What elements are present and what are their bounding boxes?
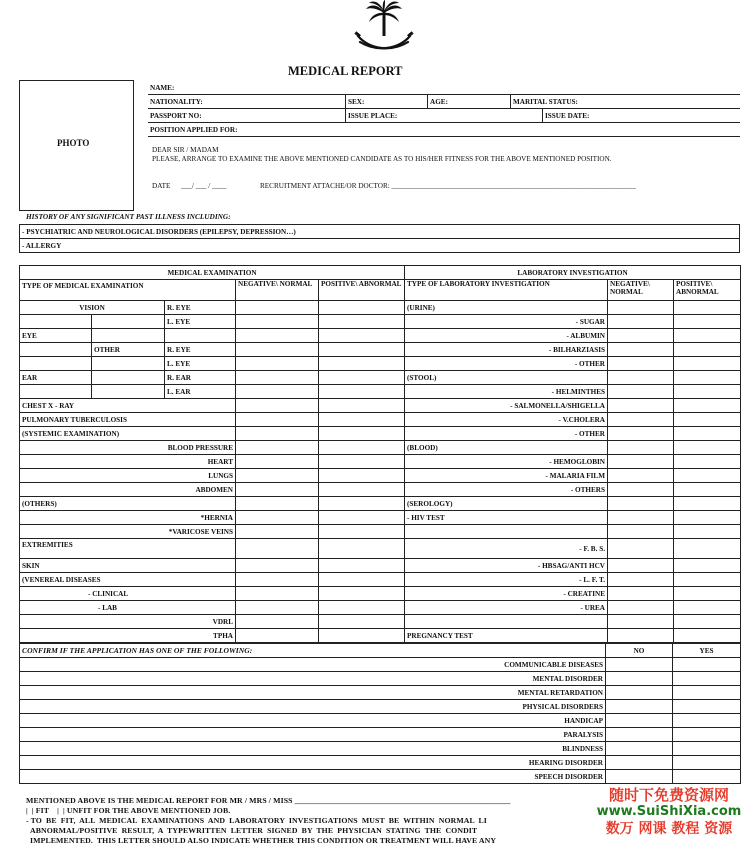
cell[interactable] bbox=[674, 399, 741, 413]
r-ear-label: R. EAR bbox=[165, 371, 236, 385]
history-table bbox=[19, 224, 740, 253]
cell[interactable] bbox=[319, 525, 405, 539]
cell[interactable] bbox=[608, 455, 674, 469]
cell[interactable] bbox=[319, 469, 405, 483]
vision-label: VISION bbox=[20, 301, 165, 315]
extremities-label: EXTREMITIES bbox=[20, 539, 236, 559]
cell[interactable] bbox=[606, 770, 673, 784]
issue-date-field[interactable]: ISSUE DATE: bbox=[543, 109, 741, 123]
cell[interactable] bbox=[608, 587, 674, 601]
personal-info-table bbox=[148, 81, 740, 109]
med-col-pos bbox=[319, 280, 405, 301]
cell[interactable] bbox=[319, 329, 405, 343]
cell[interactable] bbox=[236, 573, 319, 587]
confirm-item: MENTAL RETARDATION bbox=[20, 686, 606, 700]
cell[interactable] bbox=[674, 559, 741, 573]
cell[interactable] bbox=[608, 357, 674, 371]
cell[interactable] bbox=[606, 658, 673, 672]
cell[interactable] bbox=[674, 497, 741, 511]
history-title: HISTORY OF ANY SIGNIFICANT PAST ILLNESS INCLUDING: bbox=[26, 212, 231, 221]
cell[interactable] bbox=[236, 315, 319, 329]
l-eye-label: L. EYE bbox=[165, 315, 236, 329]
confirm-item: HANDICAP bbox=[20, 714, 606, 728]
blood-pressure-label: BLOOD PRESSURE bbox=[20, 441, 236, 455]
cell[interactable] bbox=[674, 511, 741, 525]
cell[interactable] bbox=[673, 770, 741, 784]
hiv-label: - HIV TEST bbox=[405, 511, 608, 525]
cell[interactable] bbox=[674, 441, 741, 455]
cell[interactable] bbox=[674, 413, 741, 427]
cell[interactable] bbox=[319, 483, 405, 497]
marital-status-field[interactable]: MARITAL STATUS: bbox=[511, 95, 741, 109]
nationality-field[interactable]: NATIONALITY: bbox=[148, 95, 346, 109]
cell[interactable] bbox=[674, 385, 741, 399]
cell[interactable] bbox=[236, 385, 319, 399]
hemoglobin-label: - HEMOGLOBIN bbox=[405, 455, 608, 469]
cell[interactable] bbox=[319, 573, 405, 587]
cell[interactable] bbox=[236, 399, 319, 413]
cell[interactable] bbox=[606, 756, 673, 770]
watermark-line-2: www.SuiShiXia.com bbox=[596, 804, 742, 819]
cell[interactable] bbox=[674, 601, 741, 615]
cell[interactable] bbox=[608, 615, 674, 629]
footer-line-4: ABNORMAL/POSITIVE RESULT, A TYPEWRITTEN LETTER SIGNED BY THE PHYSICIAN STATING THE CONDIT bbox=[30, 826, 478, 835]
fbs-label: - F. B. S. bbox=[405, 539, 608, 559]
lab-text: - LAB bbox=[98, 603, 117, 612]
helminthes-label: - HELMINTHES bbox=[405, 385, 608, 399]
cell bbox=[20, 315, 92, 329]
medical-examination-table bbox=[19, 265, 405, 643]
cell[interactable] bbox=[236, 343, 319, 357]
confirm-title: CONFIRM IF THE APPLICATION HAS ONE OF THE FOLLOWING: bbox=[20, 644, 606, 658]
cell[interactable] bbox=[608, 539, 674, 559]
confirm-item: HEARING DISORDER bbox=[20, 756, 606, 770]
cell[interactable] bbox=[608, 629, 674, 643]
systemic-label: (SYSTEMIC EXAMINATION) bbox=[20, 427, 236, 441]
passport-field[interactable]: PASSPORT NO: bbox=[148, 109, 346, 123]
cell[interactable] bbox=[319, 559, 405, 573]
photo-label: PHOTO bbox=[57, 138, 90, 148]
cell[interactable] bbox=[673, 728, 741, 742]
cell[interactable] bbox=[236, 629, 319, 643]
cell[interactable] bbox=[319, 587, 405, 601]
med-col-type: TYPE OF MEDICAL EXAMINATION bbox=[20, 280, 236, 301]
confirm-item: SPEECH DISORDER bbox=[20, 770, 606, 784]
lab-col-type-label: TYPE OF LABORATORY INVESTIGATION bbox=[407, 280, 550, 288]
saudi-emblem-icon bbox=[352, 0, 416, 60]
cell[interactable] bbox=[608, 573, 674, 587]
cell[interactable] bbox=[236, 329, 319, 343]
cell[interactable] bbox=[674, 483, 741, 497]
cell[interactable] bbox=[236, 559, 319, 573]
lab-section-title: LABORATORY INVESTIGATION bbox=[405, 266, 741, 280]
med-col-neg bbox=[236, 280, 319, 301]
cell[interactable] bbox=[674, 587, 741, 601]
cell bbox=[20, 343, 92, 357]
cell[interactable] bbox=[319, 413, 405, 427]
cell[interactable] bbox=[236, 469, 319, 483]
cell bbox=[20, 357, 92, 371]
cell[interactable] bbox=[608, 427, 674, 441]
cell[interactable] bbox=[608, 385, 674, 399]
cell[interactable] bbox=[319, 385, 405, 399]
other-urine-label: - OTHER bbox=[405, 357, 608, 371]
letter-salutation: DEAR SIR / MADAM bbox=[152, 146, 219, 154]
watermark bbox=[588, 786, 750, 846]
cell[interactable] bbox=[319, 441, 405, 455]
cell[interactable] bbox=[236, 587, 319, 601]
cell[interactable] bbox=[608, 441, 674, 455]
bilharziasis-label: - BILHARZIASIS bbox=[405, 343, 608, 357]
sex-field[interactable]: SEX: bbox=[346, 95, 428, 109]
cell[interactable] bbox=[319, 343, 405, 357]
cell[interactable] bbox=[674, 615, 741, 629]
cell[interactable] bbox=[674, 343, 741, 357]
cell[interactable] bbox=[319, 511, 405, 525]
vdrl-label: VDRL bbox=[20, 615, 236, 629]
lab-col-neg-label: NEGATIVE\ NORMAL bbox=[610, 280, 650, 296]
skin-label: SKIN bbox=[20, 559, 236, 573]
cell[interactable] bbox=[319, 357, 405, 371]
eye-label: EYE bbox=[20, 329, 92, 343]
confirm-item: BLINDNESS bbox=[20, 742, 606, 756]
cell[interactable] bbox=[674, 629, 741, 643]
lab-col-pos-label: POSITIVE\ ABNORMAL bbox=[676, 280, 719, 296]
passport-row bbox=[148, 108, 740, 137]
cell[interactable] bbox=[236, 371, 319, 385]
hernia-label: *HERNIA bbox=[20, 511, 236, 525]
watermark-line-1: 随时下免费资源网 bbox=[608, 786, 729, 804]
history-psychiatric[interactable]: - PSYCHIATRIC AND NEUROLOGICAL DISORDERS (EPILEPSY, DEPRESSION…) bbox=[20, 225, 740, 239]
cell[interactable] bbox=[674, 357, 741, 371]
cell bbox=[92, 329, 165, 343]
cell[interactable] bbox=[319, 497, 405, 511]
lungs-label: LUNGS bbox=[20, 469, 236, 483]
watermark-line-3: 数万 网课 教程 资源 bbox=[605, 821, 733, 837]
cell[interactable] bbox=[236, 301, 319, 315]
cell[interactable] bbox=[236, 441, 319, 455]
cell[interactable] bbox=[236, 497, 319, 511]
position-field[interactable]: POSITION APPLIED FOR: bbox=[148, 123, 740, 137]
cell bbox=[92, 385, 165, 399]
cell[interactable] bbox=[236, 615, 319, 629]
cell bbox=[92, 371, 165, 385]
urea-label: - UREA bbox=[405, 601, 608, 615]
letter-attache[interactable]: RECRUITMENT ATTACHE/OR DOCTOR: ____________________________________________________________________ bbox=[260, 182, 636, 190]
stool-label: (STOOL) bbox=[405, 371, 608, 385]
cell[interactable] bbox=[236, 601, 319, 615]
other-label: OTHER bbox=[92, 343, 165, 357]
cell[interactable] bbox=[606, 686, 673, 700]
page-title: MEDICAL REPORT bbox=[288, 64, 403, 78]
history-allergy[interactable]: - ALLERGY bbox=[20, 239, 740, 253]
malaria-label: - MALARIA FILM bbox=[405, 469, 608, 483]
footer-line-3: - TO BE FIT, ALL MEDICAL EXAMINATIONS AND LABORATORY INVESTIGATIONS MUST BE WITHIN NORMAL LI bbox=[26, 816, 487, 825]
cell[interactable] bbox=[608, 525, 674, 539]
lab-col-neg bbox=[608, 280, 674, 301]
cell[interactable] bbox=[674, 469, 741, 483]
cell[interactable] bbox=[674, 525, 741, 539]
cell[interactable] bbox=[674, 427, 741, 441]
cell[interactable] bbox=[673, 700, 741, 714]
hbsag-label: - HBSAG/ANTI HCV bbox=[405, 559, 608, 573]
cell[interactable] bbox=[674, 329, 741, 343]
cell[interactable] bbox=[608, 483, 674, 497]
cell[interactable] bbox=[608, 315, 674, 329]
clinical-text: - CLINICAL bbox=[88, 589, 129, 598]
cell bbox=[92, 315, 165, 329]
cell bbox=[165, 329, 236, 343]
cell[interactable] bbox=[236, 357, 319, 371]
cell[interactable] bbox=[319, 539, 405, 559]
pregnancy-label: PREGNANCY TEST bbox=[405, 629, 608, 643]
cell[interactable] bbox=[319, 455, 405, 469]
cell[interactable] bbox=[236, 511, 319, 525]
confirm-no-header: NO bbox=[606, 644, 673, 658]
tuberculosis-label: PULMONARY TUBERCULOSIS bbox=[20, 413, 236, 427]
cell[interactable] bbox=[608, 329, 674, 343]
cell[interactable] bbox=[608, 497, 674, 511]
cell[interactable] bbox=[319, 399, 405, 413]
cell[interactable] bbox=[673, 756, 741, 770]
lab-col-type bbox=[405, 280, 608, 301]
albumin-label: - ALBUMIN bbox=[405, 329, 608, 343]
cell[interactable] bbox=[673, 742, 741, 756]
cell bbox=[405, 525, 608, 539]
name-field[interactable]: NAME: bbox=[148, 81, 740, 95]
med-section-title: MEDICAL EXAMINATION bbox=[20, 266, 405, 280]
cell[interactable] bbox=[236, 413, 319, 427]
cell[interactable] bbox=[674, 315, 741, 329]
serology-label: (SEROLOGY) bbox=[405, 497, 608, 511]
cell[interactable] bbox=[236, 455, 319, 469]
sugar-label: - SUGAR bbox=[405, 315, 608, 329]
l-ear-label: L. EAR bbox=[165, 385, 236, 399]
cholera-label: - V.CHOLERA bbox=[405, 413, 608, 427]
others-label: (OTHERS) bbox=[20, 497, 236, 511]
cell[interactable] bbox=[319, 315, 405, 329]
lft-label: - L. F. T. bbox=[405, 573, 608, 587]
tpha-label: TPHA bbox=[20, 629, 236, 643]
med-col-pos-label: POSITIVE\ ABNORMAL bbox=[321, 280, 402, 288]
ear-label: EAR bbox=[20, 371, 92, 385]
chest-xray-label: CHEST X - RAY bbox=[20, 399, 236, 413]
others-blood-label: - OTHERS bbox=[405, 483, 608, 497]
laboratory-investigation-table bbox=[404, 265, 741, 643]
r-eye-label: R. EYE bbox=[165, 343, 236, 357]
cell[interactable] bbox=[673, 672, 741, 686]
cell[interactable] bbox=[674, 455, 741, 469]
cell[interactable] bbox=[608, 343, 674, 357]
footer-line-5: IMPLEMENTED. THIS LETTER SHOULD ALSO INDICATE WHETHER THIS CONDITION OR TREATMENT WILL HAVE ANY bbox=[30, 836, 497, 845]
cell[interactable] bbox=[608, 413, 674, 427]
cell[interactable] bbox=[674, 371, 741, 385]
cell[interactable] bbox=[608, 469, 674, 483]
cell[interactable] bbox=[674, 539, 741, 559]
cell[interactable] bbox=[236, 427, 319, 441]
abdomen-label: ABDOMEN bbox=[20, 483, 236, 497]
r-eye-label: R. EYE bbox=[165, 301, 236, 315]
cell[interactable] bbox=[236, 483, 319, 497]
cell[interactable] bbox=[608, 301, 674, 315]
cell[interactable] bbox=[608, 511, 674, 525]
cell[interactable] bbox=[608, 559, 674, 573]
cell[interactable] bbox=[606, 700, 673, 714]
cell[interactable] bbox=[673, 658, 741, 672]
confirm-yes-header: YES bbox=[673, 644, 741, 658]
med-col-neg-label: NEGATIVE\ NORMAL bbox=[238, 280, 313, 288]
cell[interactable] bbox=[674, 573, 741, 587]
confirm-item: PHYSICAL DISORDERS bbox=[20, 700, 606, 714]
confirm-item: COMMUNICABLE DISEASES bbox=[20, 658, 606, 672]
blood-label: (BLOOD) bbox=[405, 441, 608, 455]
cell[interactable] bbox=[608, 371, 674, 385]
letter-date[interactable]: DATE ___/ ___ / ____ bbox=[152, 182, 227, 190]
cell[interactable] bbox=[319, 615, 405, 629]
footer-line-1: MENTIONED ABOVE IS THE MEDICAL REPORT FOR MR / MRS / MISS ______________________________________________________ bbox=[26, 796, 511, 805]
lab-label bbox=[20, 601, 236, 615]
other-stool-label: - OTHER bbox=[405, 427, 608, 441]
urine-label: (URINE) bbox=[405, 301, 608, 315]
cell[interactable] bbox=[319, 629, 405, 643]
clinical-label bbox=[20, 587, 236, 601]
letter-body: PLEASE, ARRANGE TO EXAMINE THE ABOVE MENTIONED CANDIDATE AS TO HIS/HER FITNESS FOR THE ABOVE MENTIONED POSITION. bbox=[152, 155, 612, 163]
cell bbox=[92, 357, 165, 371]
cell[interactable] bbox=[606, 742, 673, 756]
confirm-table bbox=[19, 643, 741, 784]
issue-place-field[interactable]: ISSUE PLACE: bbox=[346, 109, 543, 123]
cell bbox=[20, 385, 92, 399]
heart-label: HEART bbox=[20, 455, 236, 469]
cell[interactable] bbox=[319, 301, 405, 315]
cell[interactable] bbox=[236, 539, 319, 559]
venereal-label: (VENEREAL DISEASES bbox=[20, 573, 236, 587]
cell[interactable] bbox=[674, 301, 741, 315]
cell[interactable] bbox=[673, 686, 741, 700]
cell[interactable] bbox=[319, 427, 405, 441]
confirm-item: MENTAL DISORDER bbox=[20, 672, 606, 686]
cell[interactable] bbox=[319, 601, 405, 615]
footer-line-2[interactable]: | | FIT | | UNFIT FOR THE ABOVE MENTIONED JOB. bbox=[26, 806, 231, 815]
cell bbox=[405, 615, 608, 629]
cell[interactable] bbox=[606, 728, 673, 742]
age-field[interactable]: AGE: bbox=[428, 95, 511, 109]
cell[interactable] bbox=[236, 525, 319, 539]
cell[interactable] bbox=[319, 371, 405, 385]
salmonella-label: - SALMONELLA/SHIGELLA bbox=[405, 399, 608, 413]
cell[interactable] bbox=[608, 399, 674, 413]
cell[interactable] bbox=[606, 714, 673, 728]
cell[interactable] bbox=[673, 714, 741, 728]
cell[interactable] bbox=[608, 601, 674, 615]
lab-col-pos bbox=[674, 280, 741, 301]
creatinine-label: - CREATINE bbox=[405, 587, 608, 601]
varicose-label: *VARICOSE VEINS bbox=[20, 525, 236, 539]
cell[interactable] bbox=[606, 672, 673, 686]
confirm-item: PARALYSIS bbox=[20, 728, 606, 742]
l-eye-label: L. EYE bbox=[165, 357, 236, 371]
